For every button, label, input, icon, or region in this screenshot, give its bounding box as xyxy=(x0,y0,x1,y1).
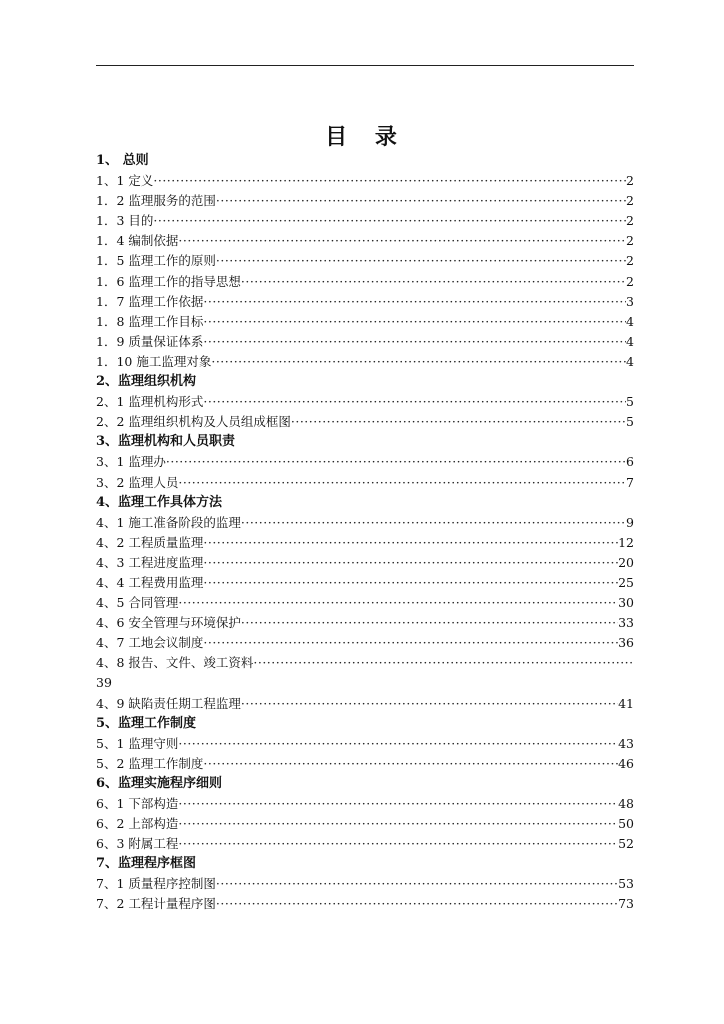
toc-entry xyxy=(96,211,634,231)
toc-entry xyxy=(96,452,634,472)
toc-entry xyxy=(96,231,634,251)
toc-entry-label: 4、5 合同管理 xyxy=(96,595,179,611)
toc-entry-label: 1．8 监理工作目标 xyxy=(96,313,204,329)
toc-entry xyxy=(96,533,634,553)
toc-entry xyxy=(96,573,634,593)
toc-chapter-heading: 6、监理实施程序细则 xyxy=(96,775,223,791)
toc-entry xyxy=(96,694,634,714)
toc-page-number-wrapped: 39 xyxy=(96,675,112,691)
toc-entry-label: 1．10 施工监理对象 xyxy=(96,353,212,369)
dot-leader xyxy=(153,171,626,191)
toc-entry-page: 43 xyxy=(618,735,634,751)
toc-entry-page: 2 xyxy=(626,193,634,209)
dot-leader xyxy=(211,352,626,372)
toc-chapter-heading: 2、监理组织机构 xyxy=(96,374,197,390)
toc-entry-page: 5 xyxy=(626,394,634,410)
dot-leader xyxy=(203,332,626,352)
table-of-contents xyxy=(96,151,634,915)
dot-leader xyxy=(203,312,626,332)
toc-entry-page: 30 xyxy=(618,595,634,611)
dot-leader xyxy=(203,553,618,573)
toc-entry-page: 5 xyxy=(626,414,634,430)
dot-leader xyxy=(178,473,626,493)
toc-entry-label: 4、3 工程进度监理 xyxy=(96,554,204,570)
toc-entry xyxy=(96,633,634,653)
dot-leader xyxy=(166,452,626,472)
dot-leader xyxy=(216,894,618,914)
toc-entry-label: 6、3 附属工程 xyxy=(96,836,179,852)
toc-entry-label: 1．3 目的 xyxy=(96,213,154,229)
toc-entry-label: 4、8 报告、文件、竣工资料 xyxy=(96,655,254,671)
toc-entry-label: 1、1 定义 xyxy=(96,173,154,189)
dot-leader xyxy=(203,754,618,774)
toc-entry xyxy=(96,814,634,834)
toc-entry-page: 50 xyxy=(618,816,634,832)
toc-entry-label: 1．4 编制依据 xyxy=(96,233,179,249)
dot-leader xyxy=(241,613,618,633)
dot-leader xyxy=(153,211,626,231)
toc-entry-page: 2 xyxy=(626,213,634,229)
toc-entry-label: 4、7 工地会议制度 xyxy=(96,635,204,651)
toc-entry xyxy=(96,473,634,493)
dot-leader xyxy=(203,633,618,653)
toc-entry-label: 4、9 缺陷责任期工程监理 xyxy=(96,695,241,711)
toc-chapter-heading: 7、监理程序框图 xyxy=(96,856,197,872)
toc-entry-page: 53 xyxy=(618,876,634,892)
toc-entry-label: 4、1 施工准备阶段的监理 xyxy=(96,514,241,530)
toc-entry xyxy=(96,352,634,372)
toc-entry-label: 5、1 监理守则 xyxy=(96,735,179,751)
toc-entry-label: 6、2 上部构造 xyxy=(96,816,179,832)
toc-entry-label: 2、1 监理机构形式 xyxy=(96,394,204,410)
dot-leader xyxy=(203,292,626,312)
toc-entry xyxy=(96,894,634,914)
toc-entry-page: 48 xyxy=(618,796,634,811)
toc-entry-page: 41 xyxy=(618,695,634,711)
toc-chapter-heading: 5、监理工作制度 xyxy=(96,715,197,731)
dot-leader xyxy=(203,573,618,593)
dot-leader xyxy=(241,513,626,533)
toc-entry xyxy=(96,191,634,211)
toc-entry-page: 25 xyxy=(618,574,634,590)
toc-entry xyxy=(96,754,634,774)
toc-entry xyxy=(96,251,634,271)
toc-entry-label: 7、2 工程计量程序图 xyxy=(96,896,216,912)
toc-entry xyxy=(96,653,634,673)
toc-entry-label: 3、2 监理人员 xyxy=(96,474,179,490)
toc-entry-page: 7 xyxy=(626,474,634,490)
dot-leader xyxy=(203,392,626,412)
dot-leader xyxy=(216,191,626,211)
dot-leader xyxy=(241,272,626,292)
toc-entry-page: 9 xyxy=(626,514,634,530)
toc-entry xyxy=(96,272,634,292)
toc-entry xyxy=(96,332,634,352)
toc-title: 目 录 xyxy=(325,124,407,150)
toc-entry-label: 4、2 工程质量监理 xyxy=(96,534,204,550)
dot-leader xyxy=(178,834,618,854)
dot-leader xyxy=(178,734,618,754)
toc-entry xyxy=(96,513,634,533)
toc-entry-page: 6 xyxy=(626,454,634,470)
toc-entry-page: 2 xyxy=(626,173,634,189)
toc-entry-label: 4、6 安全管理与环境保护 xyxy=(96,615,241,631)
toc-entry-page: 3 xyxy=(626,293,634,309)
toc-entry-page: 12 xyxy=(618,534,634,550)
dot-leader xyxy=(216,874,618,894)
toc-entry xyxy=(96,613,634,633)
toc-entry xyxy=(96,292,634,312)
toc-entry-label: 1．9 质量保证体系 xyxy=(96,333,204,349)
toc-entry-page: 36 xyxy=(618,635,634,651)
dot-leader xyxy=(291,412,626,432)
toc-entry-label: 1．2 监理服务的范围 xyxy=(96,193,216,209)
toc-entry xyxy=(96,834,634,854)
toc-entry-label: 1．7 监理工作依据 xyxy=(96,293,204,309)
toc-entry-page: 4 xyxy=(626,313,634,329)
toc-entry-label: 4、4 工程费用监理 xyxy=(96,574,204,590)
toc-entry-page: 73 xyxy=(618,896,634,912)
toc-entry-page: 4 xyxy=(626,353,634,369)
toc-entry-page: 2 xyxy=(626,233,634,249)
dot-leader xyxy=(203,533,618,553)
toc-entry xyxy=(96,593,634,613)
toc-entry-page: 20 xyxy=(618,554,634,570)
dot-leader xyxy=(178,593,618,613)
dot-leader xyxy=(178,814,618,834)
toc-entry-page: 46 xyxy=(618,755,634,771)
dot-leader xyxy=(253,653,634,673)
header-rule xyxy=(96,65,634,66)
dot-leader xyxy=(178,231,626,251)
toc-entry-label: 3、1 监理办 xyxy=(96,454,166,470)
toc-entry-label: 6、1 下部构造 xyxy=(96,796,179,811)
toc-entry-label: 7、1 质量程序控制图 xyxy=(96,876,216,892)
toc-entry-label: 2、2 监理组织机构及人员组成框图 xyxy=(96,414,291,430)
toc-entry xyxy=(96,734,634,754)
toc-entry xyxy=(96,412,634,432)
toc-chapter-heading: 1、 总则 xyxy=(96,153,149,168)
toc-entry-page: 52 xyxy=(618,836,634,852)
toc-chapter-heading: 3、监理机构和人员职责 xyxy=(96,434,236,450)
toc-entry xyxy=(96,392,634,412)
toc-entry-page: 2 xyxy=(626,253,634,269)
toc-entry-label: 5、2 监理工作制度 xyxy=(96,755,204,771)
dot-leader xyxy=(241,694,618,714)
toc-entry xyxy=(96,874,634,894)
toc-entry-page: 2 xyxy=(626,273,634,289)
toc-entry-label: 1．6 监理工作的指导思想 xyxy=(96,273,241,289)
dot-leader xyxy=(216,251,626,271)
toc-entry xyxy=(96,171,634,191)
toc-entry-page: 4 xyxy=(626,333,634,349)
toc-entry-page: 33 xyxy=(618,615,634,631)
dot-leader xyxy=(178,794,618,814)
toc-entry xyxy=(96,312,634,332)
toc-chapter-heading: 4、监理工作具体方法 xyxy=(96,494,223,510)
toc-entry xyxy=(96,553,634,573)
toc-entry-label: 1．5 监理工作的原则 xyxy=(96,253,216,269)
toc-entry xyxy=(96,794,634,814)
